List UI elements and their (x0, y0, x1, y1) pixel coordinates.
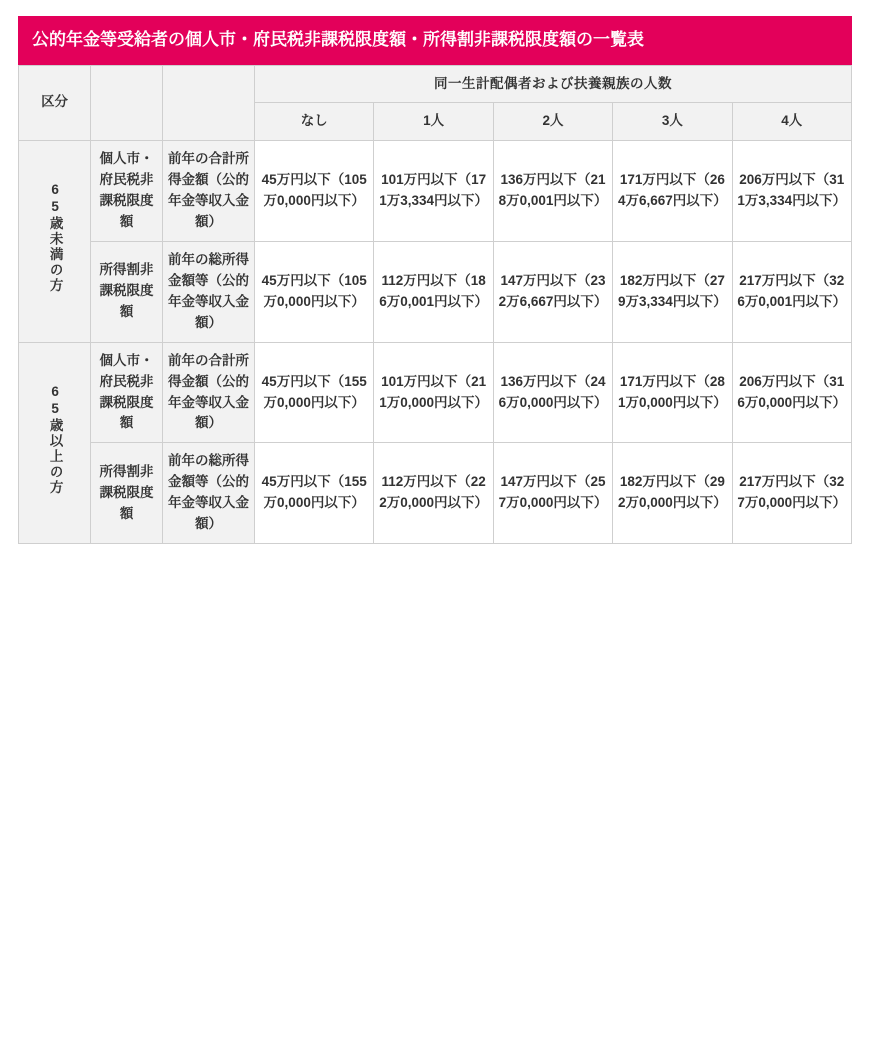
table-row (19, 443, 852, 544)
cell-0-0-2: 136万円以下（218万0,001円以下） (493, 141, 612, 242)
row-item-label-0-1: 所得割非課税限度額 (91, 242, 163, 343)
table-header-row-1 (19, 65, 852, 103)
header-blank-1 (91, 65, 163, 141)
row-age-group-under65-label: 65歳未満の方 (47, 182, 63, 294)
header-count-2: 2人 (493, 103, 612, 141)
cell-1-0-1: 101万円以下（211万0,000円以下） (374, 342, 493, 443)
table-row (19, 141, 852, 242)
table-header (19, 65, 852, 141)
page-title: 公的年金等受給者の個人市・府民税非課税限度額・所得割非課税限度額の一覧表 (18, 16, 852, 65)
row-item-label-1-0: 個人市・府民税非課税限度額 (91, 342, 163, 443)
cell-1-0-0: 45万円以下（155万0,000円以下） (255, 342, 374, 443)
header-count-4: 4人 (732, 103, 851, 141)
table-row (19, 342, 852, 443)
cell-0-1-3: 182万円以下（279万3,334円以下） (613, 242, 732, 343)
cell-1-0-2: 136万円以下（246万0,000円以下） (493, 342, 612, 443)
row-basis-label-0-0: 前年の合計所得金額（公的年金等収入金額） (163, 141, 255, 242)
cell-0-1-0: 45万円以下（105万0,000円以下） (255, 242, 374, 343)
cell-0-1-4: 217万円以下（326万0,001円以下） (732, 242, 851, 343)
row-basis-label-0-1: 前年の総所得金額等（公的年金等収入金額） (163, 242, 255, 343)
cell-1-1-4: 217万円以下（327万0,000円以下） (732, 443, 851, 544)
cell-1-1-1: 112万円以下（222万0,000円以下） (374, 443, 493, 544)
cell-0-0-1: 101万円以下（171万3,334円以下） (374, 141, 493, 242)
cell-1-1-0: 45万円以下（155万0,000円以下） (255, 443, 374, 544)
row-age-group-over65 (19, 342, 91, 543)
header-count-0: なし (255, 103, 374, 141)
cell-0-1-1: 112万円以下（186万0,001円以下） (374, 242, 493, 343)
row-basis-label-1-1: 前年の総所得金額等（公的年金等収入金額） (163, 443, 255, 544)
row-item-label-0-0: 個人市・府民税非課税限度額 (91, 141, 163, 242)
cell-0-0-4: 206万円以下（311万3,334円以下） (732, 141, 851, 242)
cell-1-0-3: 171万円以下（281万0,000円以下） (613, 342, 732, 443)
row-age-group-over65-label: 65歳以上の方 (47, 383, 63, 496)
header-blank-2 (163, 65, 255, 141)
header-kubun: 区分 (19, 65, 91, 141)
pension-exemption-table (18, 65, 852, 545)
row-basis-label-1-0: 前年の合計所得金額（公的年金等収入金額） (163, 342, 255, 443)
header-dependents-group: 同一生計配偶者および扶養親族の人数 (255, 65, 852, 103)
table-body (19, 141, 852, 544)
cell-1-1-3: 182万円以下（292万0,000円以下） (613, 443, 732, 544)
cell-0-0-0: 45万円以下（105万0,000円以下） (255, 141, 374, 242)
header-count-1: 1人 (374, 103, 493, 141)
table-row (19, 242, 852, 343)
row-age-group-under65 (19, 141, 91, 342)
cell-0-1-2: 147万円以下（232万6,667円以下） (493, 242, 612, 343)
row-item-label-1-1: 所得割非課税限度額 (91, 443, 163, 544)
cell-1-1-2: 147万円以下（257万0,000円以下） (493, 443, 612, 544)
cell-0-0-3: 171万円以下（264万6,667円以下） (613, 141, 732, 242)
cell-1-0-4: 206万円以下（316万0,000円以下） (732, 342, 851, 443)
header-count-3: 3人 (613, 103, 732, 141)
